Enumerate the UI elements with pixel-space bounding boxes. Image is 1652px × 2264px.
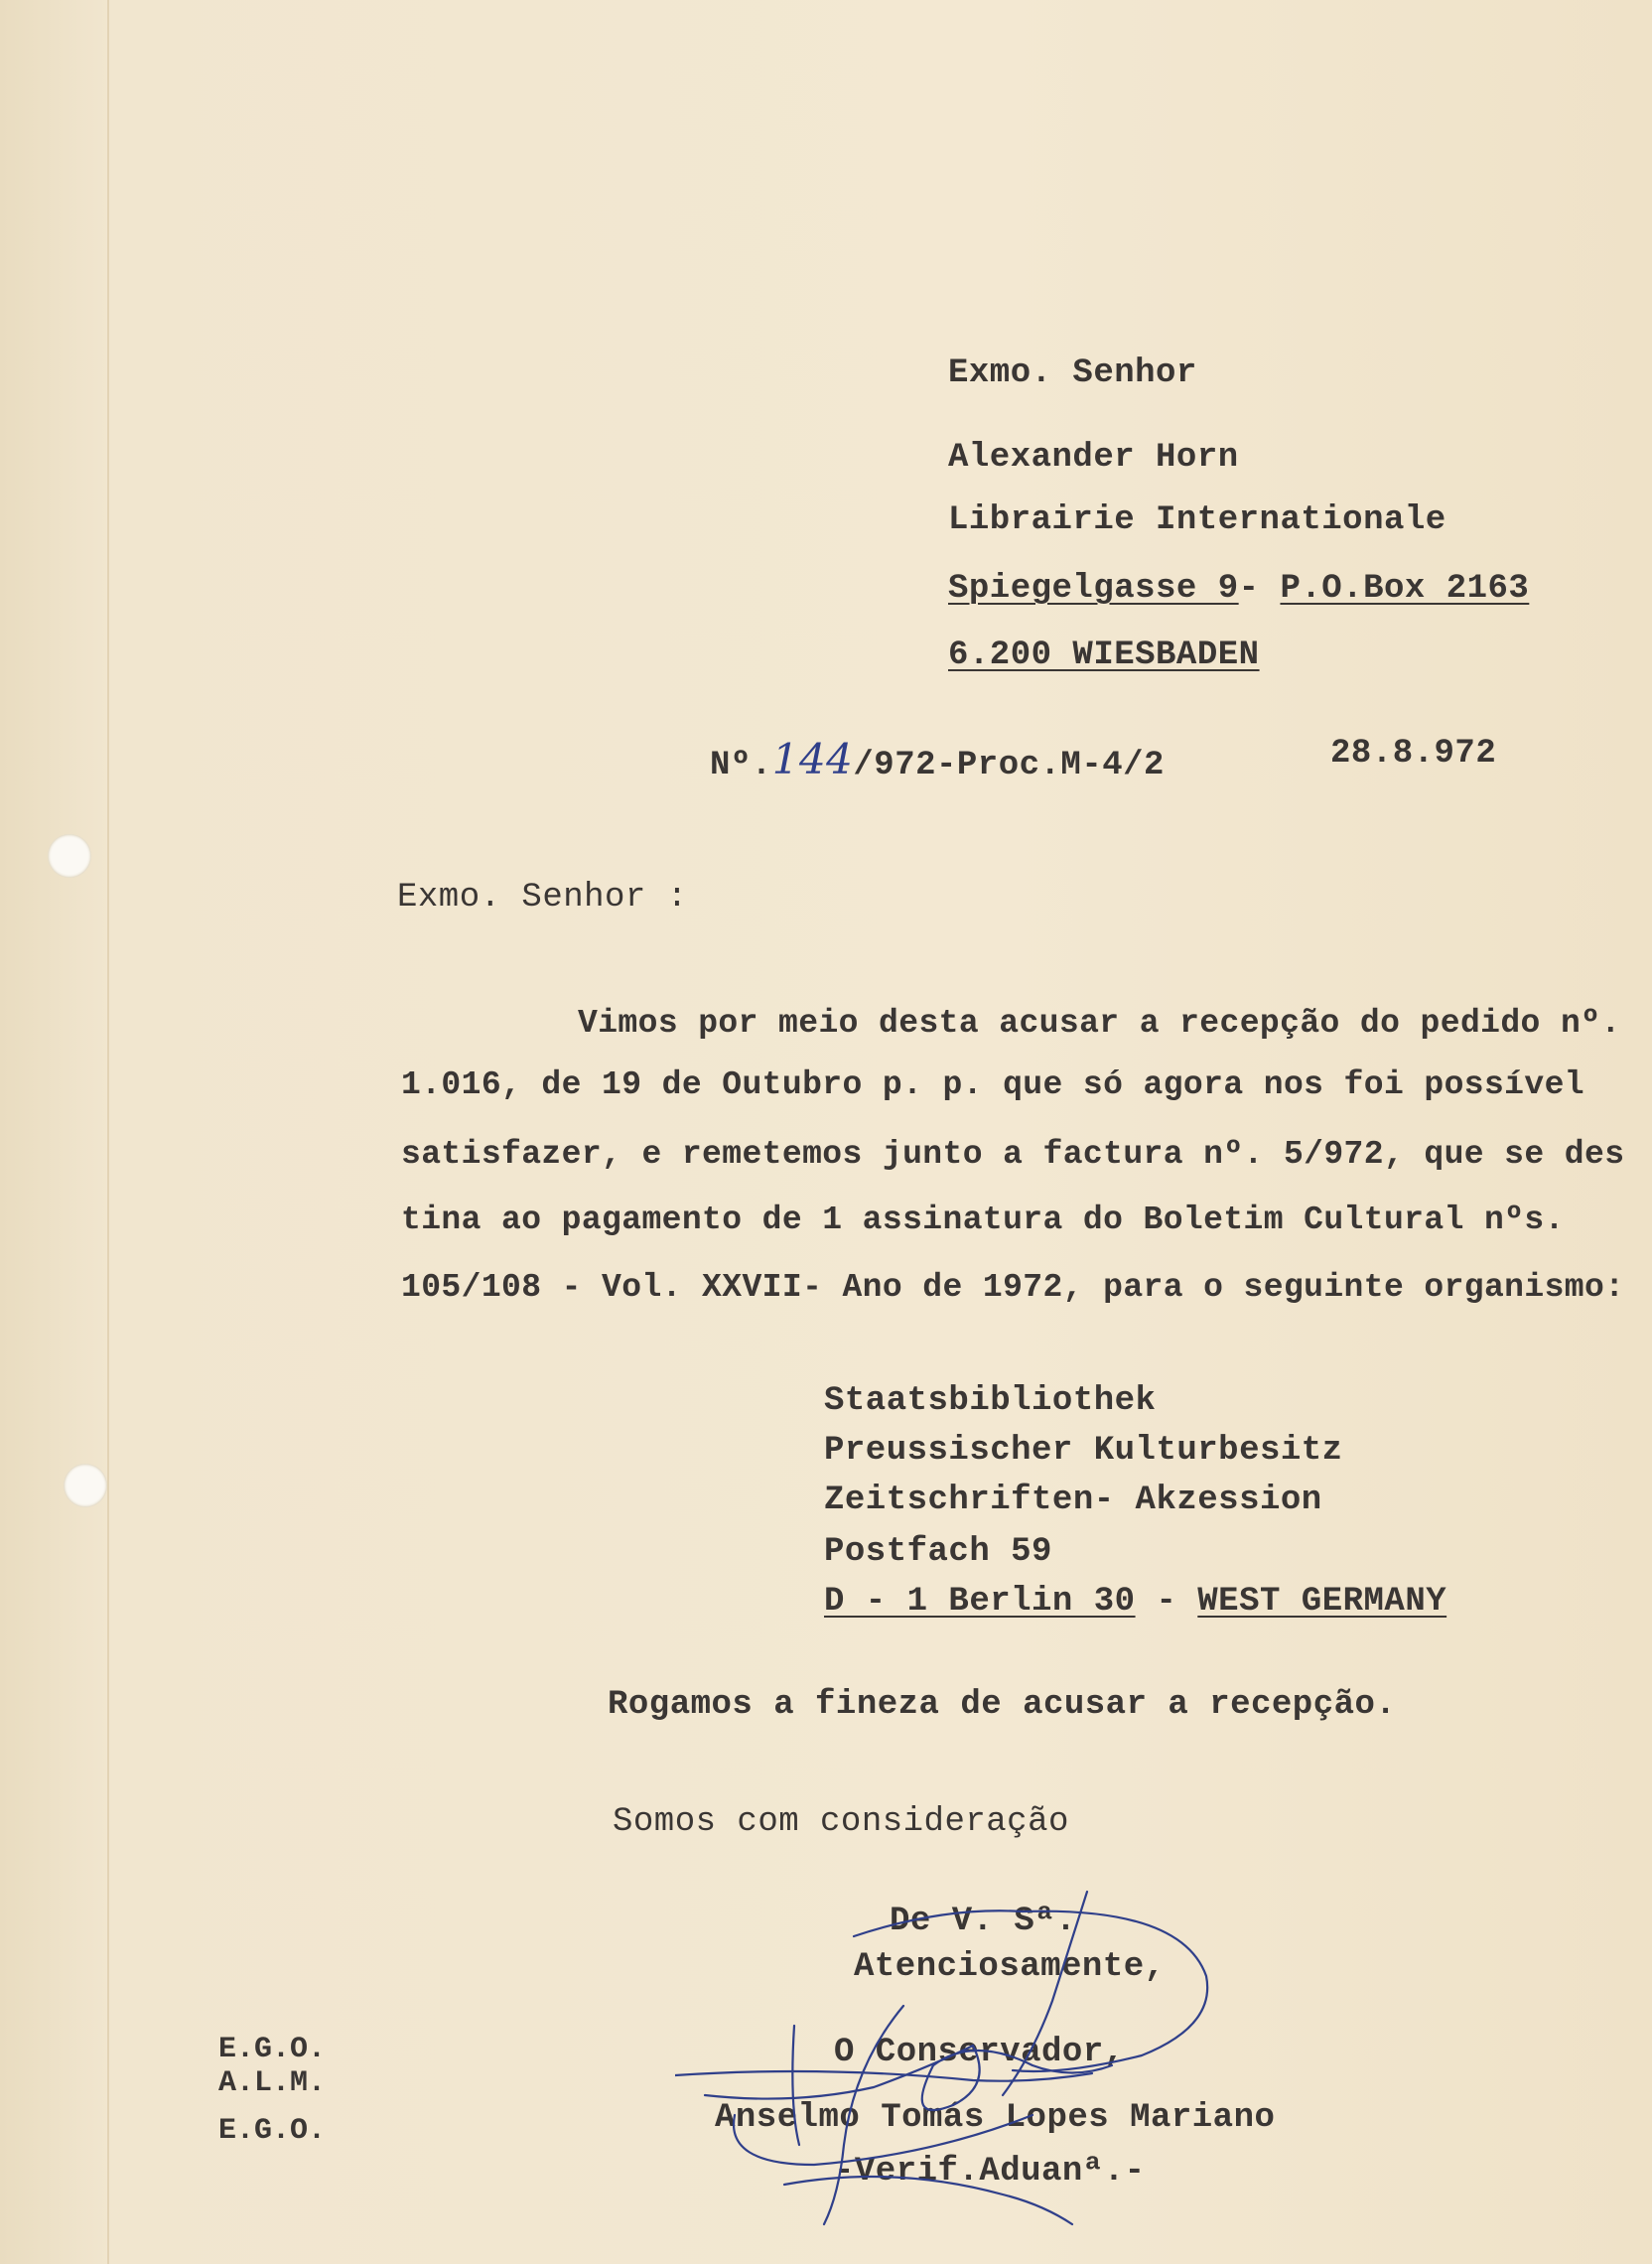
body-line-3: satisfazer, e remetemos junto a factura nº. 5/972, que se des [401,1136,1625,1173]
signatory-title: -Verif.Aduanª.- [834,2153,1146,2191]
signature-stroke-2 [854,1910,1207,2071]
reference-suffix: /972-Proc.M-4/2 [853,747,1165,784]
request-line: Rogamos a fineza de acusar a recepção. [608,1686,1397,1724]
handwritten-number: 144 [771,735,854,783]
signature-stroke-3 [824,2006,903,2224]
recipient-city: 6.200 WIESBADEN [948,637,1260,674]
recipient-company: Librairie Internationale [948,501,1446,539]
fold-line [107,0,109,2264]
organism-line-3: Zeitschriften- Akzession [824,1482,1322,1519]
signature-line-1: De V. Sª. [890,1903,1077,1940]
initials-line-2: A.L.M. [218,2066,327,2100]
signature-scribble [675,1867,1231,2244]
organism-line-4: Postfach 59 [824,1533,1052,1571]
body-line-5: 105/108 - Vol. XXVII- Ano de 1972, para o seguinte organismo: [401,1269,1625,1306]
closing-line: Somos com consideração [613,1803,1069,1841]
signature-line-3: O Conservador, [834,2034,1125,2071]
letter-date: 28.8.972 [1330,735,1497,773]
signature-stroke-4 [675,2071,1092,2081]
body-line-4: tina ao pagamento de 1 assinatura do Boletim Cultural nºs. [401,1202,1565,1238]
organism-city: D - 1 Berlin 30 [824,1583,1136,1621]
reference-number [710,735,1165,784]
greeting: Exmo. Senhor : [397,879,688,917]
po-box: P.O.Box 2163 [1280,570,1530,608]
recipient-name: Alexander Horn [948,439,1239,477]
recipient-street [948,570,1529,608]
organism-line-5 [824,1583,1446,1621]
signature-stroke-8 [792,2026,799,2145]
street: Spiegelgasse 9 [948,570,1239,608]
header-salutation: Exmo. Senhor [948,354,1197,392]
organism-line-2: Preussischer Kulturbesitz [824,1432,1343,1470]
street-separator: - [1238,570,1281,608]
signatory-name: Anselmo Tomás Lopes Mariano [715,2099,1276,2137]
initials-line-3: E.G.O. [218,2114,327,2148]
punch-hole-top [48,834,91,878]
signature-stroke-1 [1003,1892,1087,2095]
body-line-2: 1.016, de 19 de Outubro p. p. que só agora nos foi possível [401,1066,1584,1103]
organism-separator: - [1135,1583,1198,1621]
organism-line-1: Staatsbibliothek [824,1382,1157,1420]
signature-stroke-6 [734,2115,1032,2165]
body-line-1: Vimos por meio desta acusar a recepção do pedido nº. [578,1005,1621,1042]
punch-hole-bottom [64,1464,107,1507]
initials-line-1: E.G.O. [218,2033,327,2066]
reference-prefix: Nº. [710,747,772,784]
organism-country: WEST GERMANY [1197,1583,1447,1621]
signature-line-2: Atenciosamente, [854,1948,1166,1986]
